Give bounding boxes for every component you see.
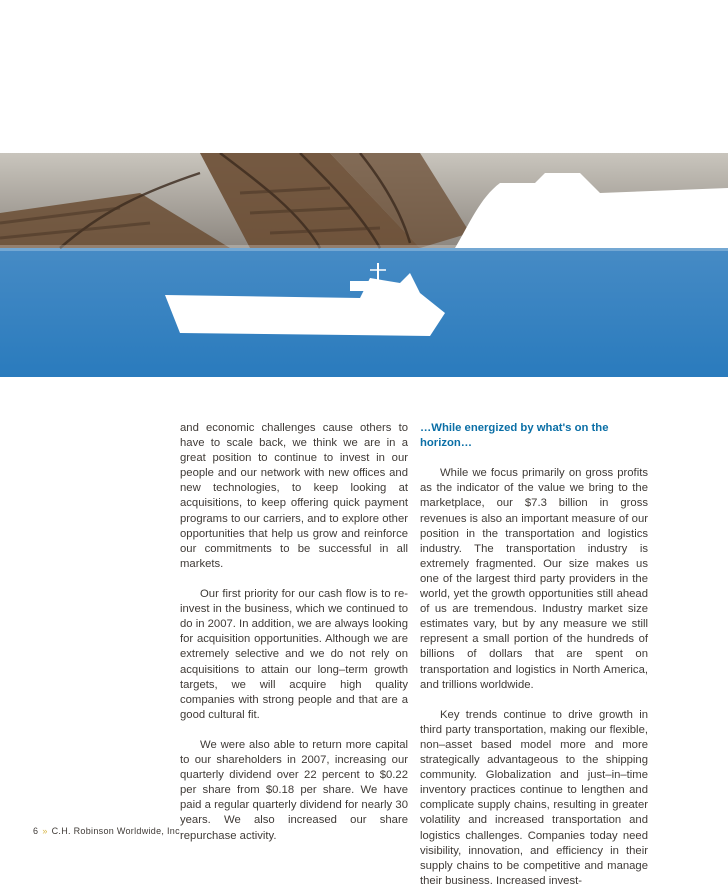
text-column-left bbox=[180, 421, 408, 844]
column1-paragraph-2: Our first priority for our cash flow is to re-invest in the business, which we continued to do in 2007. In addition, we are always looking for acquisition opportunities. Although we are extremely selective and we do not rely on acquisitions to attain our long–term growth targets, we will acquire high quality companies with strong people and that are a good cultural fit. bbox=[180, 588, 408, 721]
railroad-and-ocean-photo bbox=[0, 153, 728, 377]
section-heading: …While energized by what's on the horizon… bbox=[420, 422, 609, 450]
column1-paragraph-3: We were also able to return more capital to our shareholders in 2007, increasing our quarterly dividend over 22 percent to $0.22 per share from $0.18 per share. We have paid a regular quarterly dividend for nearly 30 years. We also increased our share repurchase activity. bbox=[180, 738, 408, 842]
column2-paragraph-2: Key trends continue to drive growth in third party transportation, making our flexible, non–asset based model more and more strategically advantageous to the shipping community. Globalization and just–in–time inventory practices continue to lengthen and complicate supply chains, resulting in greater volatility and increased transportation and logistics challenges. Companies today need visibility, innovation, and efficiency in their supply chains to be competitive and manage their business. Increased invest- bbox=[420, 708, 648, 887]
page-footer bbox=[33, 826, 183, 836]
column1-paragraph-1: and economic challenges cause others to have to scale back, we think we are in a great position to continue to invest in our people and our network with new offices and new technologies, to keep looking at acquisitions, to keep offering quick payment programs to our carriers, and to explore other opportunities that help us grow and reinforce our commitments to be successful in all markets. bbox=[180, 422, 408, 570]
text-column-right bbox=[420, 421, 648, 889]
column2-paragraph-1: While we focus primarily on gross profits as the indicator of the value we bring to the marketplace, our $7.3 billion in gross revenues is also an important measure of our position in the transportation and logistics industry. The transportation industry is extremely fragmented. Our size makes us one of the largest third party providers in the world, yet the growth opportunities still ahead of us are tremendous. Industry market size estimates vary, but by any measure we still represent a small portion of the hundreds of billions of dollars that are spent on transportation and logistics in North America, and trillions worldwide. bbox=[420, 467, 648, 691]
company-name: C.H. Robinson Worldwide, Inc. bbox=[51, 826, 183, 836]
footer-separator: » bbox=[42, 826, 48, 836]
page-number: 6 bbox=[33, 826, 39, 836]
